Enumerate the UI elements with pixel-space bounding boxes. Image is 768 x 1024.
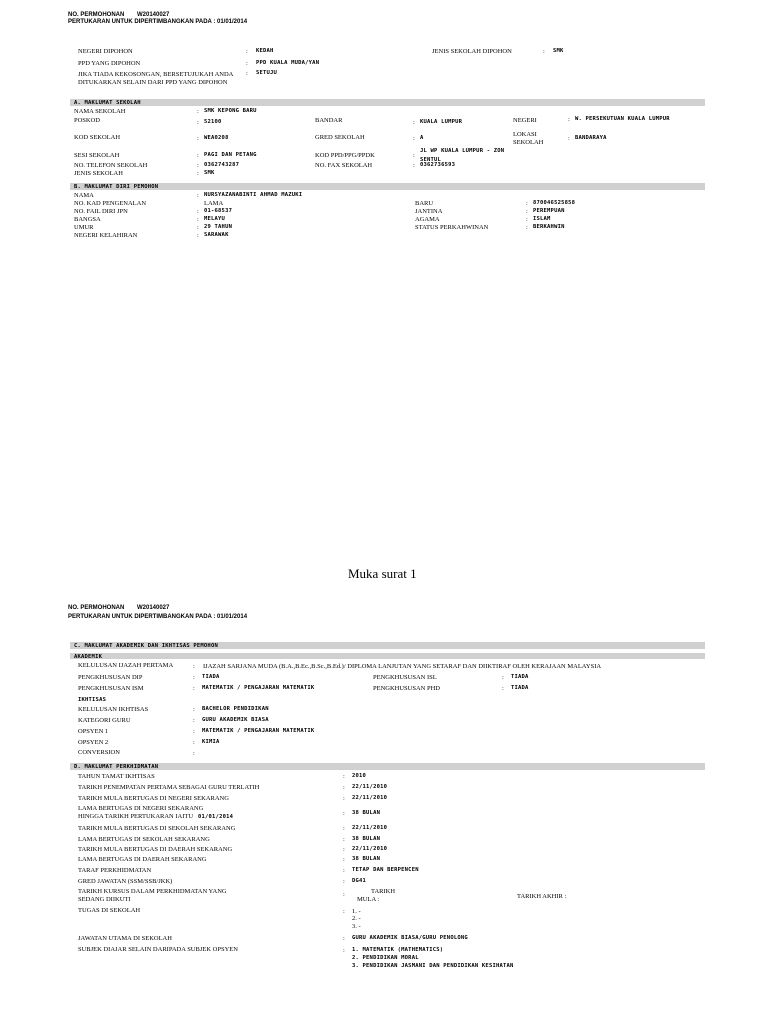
conversion-label: CONVERSION xyxy=(78,749,120,756)
application-number-2: W20140027 xyxy=(137,605,170,611)
agama-label: AGAMA xyxy=(415,216,440,223)
mula-negeri-label: TARIKH MULA BERTUGAS DI NEGERI SEKARANG xyxy=(78,795,229,802)
pengkhususan-isl-label: PENGKHUSUSAN ISL xyxy=(373,674,437,681)
tahun-tamat-ikhtisas-label: TAHUN TAMAT IKHTISAS xyxy=(78,773,155,780)
tarikh-mula-label: TARIKH xyxy=(371,888,396,895)
gred-sekolah-value: A xyxy=(420,135,424,141)
nama-sekolah-label: NAMA SEKOLAH xyxy=(74,108,126,115)
jantina-label: JANTINA xyxy=(415,208,443,215)
jawatan-utama-label: JAWATAN UTAMA DI SEKOLAH xyxy=(78,935,172,942)
tugas-item: 2. - xyxy=(352,915,361,922)
consider-date-label: PERTUKARAN UNTUK DIPERTIMBANGKAN PADA : 01/01/2014 xyxy=(68,19,248,25)
umur-value: 29 TAHUN xyxy=(204,224,233,230)
bangsa-value: MELAYU xyxy=(204,216,226,222)
umur-label: UMUR xyxy=(74,224,94,231)
tugas-item: 3. - xyxy=(352,923,361,930)
bandar-value: KUALA LUMPUR xyxy=(420,119,463,125)
lama-negeri-label: LAMA BERTUGAS DI NEGERI SEKARANG xyxy=(78,805,204,812)
negeri-value: W. PERSEKUTUAN KUALA LUMPUR xyxy=(575,116,670,122)
jenis-sekolah-label: JENIS SEKOLAH xyxy=(74,170,123,177)
page-footer: Muka surat 1 xyxy=(348,566,417,581)
mula-daerah-value: 22/11/2010 xyxy=(352,846,388,852)
hingga-tarikh-label: HINGGA TARIKH PERTUKARAN IAITU xyxy=(78,813,194,820)
penempatan-pertama-value: 22/11/2010 xyxy=(352,784,388,790)
ppd-dipohon-label: PPD YANG DIPOHON xyxy=(78,60,141,67)
status-perkahwinan-label: STATUS PERKAHWINAN xyxy=(415,224,489,231)
section-d-header: D. MAKLUMAT PERKHIDMATAN xyxy=(70,763,705,770)
taraf-perkhidmatan-value: TETAP DAN BERPENCEN xyxy=(352,867,419,873)
jenis-sekolah-value: SMK xyxy=(204,170,215,176)
jantina-value: PEREMPUAN xyxy=(533,208,565,214)
opsyen-2-value: KIMIA xyxy=(202,739,220,745)
mula-daerah-label: TARIKH MULA BERTUGAS DI DAERAH SEKARANG xyxy=(78,846,233,853)
section-a-header: A. MAKLUMAT SEKOLAH xyxy=(70,99,705,106)
fail-jpn-value: 01-68537 xyxy=(204,208,233,214)
pengkhususan-dip-value: TIADA xyxy=(202,674,220,680)
tugas-sekolah-label: TUGAS DI SEKOLAH xyxy=(78,907,141,914)
jenis-sekolah-dipohon-value: SMK xyxy=(553,48,564,54)
kod-ppd-value: JL WP KUALA LUMPUR - ZON SENTUL xyxy=(420,148,505,163)
lama-sekolah-value: 38 BULAN xyxy=(352,836,381,842)
pengkhususan-phd-label: PENGKHUSUSAN PHD xyxy=(373,685,440,692)
lokasi-sekolah-label: LOKASI SEKOLAH xyxy=(513,131,544,146)
section-b-header: B. MAKLUMAT DIRI PEMOHON xyxy=(70,183,705,190)
section-c-header: C. MAKLUMAT AKADEMIK DAN IKHTISAS PEMOHON xyxy=(70,642,705,649)
application-number-label-2: NO. PERMOHONAN xyxy=(68,605,125,611)
ikhtisas-subheader: IKHTISAS xyxy=(78,697,107,703)
fax-sekolah-value: 0362736593 xyxy=(420,162,456,168)
kelulusan-ikhtisas-value: BACHELOR PENDIDIKAN xyxy=(202,706,269,712)
subjek-item: 1. MATEMATIK (MATHEMATICS) xyxy=(352,947,444,953)
lama-sekolah-label: LAMA BERTUGAS DI SEKOLAH SEKARANG xyxy=(78,836,210,843)
mula-sekolah-value: 22/11/2010 xyxy=(352,825,388,831)
akademik-subheader: AKADEMIK xyxy=(70,653,705,659)
kelulusan-ijazah-value: IJAZAH SARJANA MUDA (B.A.,B.Ec.,B.Sc.,B.Ed.)/ DIPLOMA LANJUTAN YANG SETARAF DAN DIIKTIRAF OLEH KERAJAAN MALAYSIA xyxy=(203,663,602,670)
mula-sekolah-label: TARIKH MULA BERTUGAS DI SEKOLAH SEKARANG xyxy=(78,825,236,832)
application-number-label: NO. PERMOHONAN xyxy=(68,12,125,18)
poskod-value: 52100 xyxy=(204,119,222,125)
negeri-kelahiran-value: SARAWAK xyxy=(204,232,229,238)
lokasi-sekolah-value: BANDARAYA xyxy=(575,135,607,141)
opsyen-1-value: MATEMATIK / PENGAJARAN MATEMATIK xyxy=(202,728,315,734)
agama-value: ISLAM xyxy=(533,216,551,222)
kursus-label: TARIKH KURSUS DALAM PERKHIDMATAN YANG xyxy=(78,888,227,895)
kp-lama-label: LAMA xyxy=(204,200,224,207)
opsyen-1-label: OPSYEN 1 xyxy=(78,728,109,735)
ppd-dipohon-value: PPD KUALA MUDA/YAN xyxy=(256,60,320,66)
tahun-tamat-ikhtisas-value: 2010 xyxy=(352,773,367,779)
penempatan-pertama-label: TARIKH PENEMPATAN PERTAMA SEBAGAI GURU TERLATIH xyxy=(78,784,260,791)
pengkhususan-isl-value: TIADA xyxy=(511,674,529,680)
kursus-label-2: SEDANG DIIKUTI xyxy=(78,896,131,903)
lama-negeri-value: 38 BULAN xyxy=(352,810,381,816)
nama-value: NURSYAZANABINTI AHMAD MAZUKI xyxy=(204,192,303,198)
poskod-label: POSKOD xyxy=(74,117,101,124)
bandar-label: BANDAR xyxy=(315,117,343,124)
kad-pengenalan-label: NO. KAD PENGENALAN xyxy=(74,200,147,207)
kategori-guru-value: GURU AKADEMIK BIASA xyxy=(202,717,269,723)
jawatan-utama-value: GURU AKADEMIK BIASA/GURU PENOLONG xyxy=(352,935,468,941)
lama-daerah-label: LAMA BERTUGAS DI DAERAH SEKARANG xyxy=(78,856,207,863)
application-number: W20140027 xyxy=(137,12,170,18)
gred-jawatan-label: GRED JAWATAN (SSM/SSB/JKK) xyxy=(78,878,173,885)
gred-sekolah-label: GRED SEKOLAH xyxy=(315,134,365,141)
kp-baru-label: BARU xyxy=(415,200,434,207)
telefon-sekolah-label: NO. TELEFON SEKOLAH xyxy=(74,162,148,169)
kelulusan-ijazah-label: KELULUSAN IJAZAH PERTAMA xyxy=(78,662,174,669)
nama-label: NAMA xyxy=(74,192,94,199)
subjek-diajar-label: SUBJEK DIAJAR SELAIN DARIPADA SUBJEK OPSYEN xyxy=(78,946,238,953)
fax-sekolah-label: NO. FAX SEKOLAH xyxy=(315,162,373,169)
kod-ppd-label: KOD PPD/PPG/PPDK xyxy=(315,152,375,159)
kod-sekolah-value: WEA0208 xyxy=(204,135,229,141)
kp-baru-value: 870046525858 xyxy=(533,200,576,206)
consider-date-label-2: PERTUKARAN UNTUK DIPERTIMBANGKAN PADA : 01/01/2014 xyxy=(68,614,248,620)
negeri-dipohon-value: KEDAH xyxy=(256,48,274,54)
pengkhususan-ism-label: PENGKHUSUSAN ISM xyxy=(78,685,144,692)
pengkhususan-phd-value: TIADA xyxy=(511,685,529,691)
negeri-dipohon-label: NEGERI DIPOHON xyxy=(78,48,133,55)
nama-sekolah-value: SMK KEPONG BARU xyxy=(204,108,257,114)
tarikh-mula-label-2: MULA : xyxy=(357,896,380,903)
negeri-kelahiran-label: NEGERI KELAHIRAN xyxy=(74,232,138,239)
status-perkahwinan-value: BERKAHWIN xyxy=(533,224,565,230)
pengkhususan-dip-label: PENGKHUSUSAN DIP xyxy=(78,674,143,681)
sesi-sekolah-value: PAGI DAN PETANG xyxy=(204,152,257,158)
tugas-item: 1. - xyxy=(352,908,361,915)
tarikh-akhir-label: TARIKH AKHIR : xyxy=(517,893,567,900)
negeri-label: NEGERI xyxy=(513,117,537,124)
mula-negeri-value: 22/11/2010 xyxy=(352,795,388,801)
setuju-label: JIKA TIADA KEKOSONGAN, BERSETUJUKAH ANDA DITUKARKAN SELAIN DARI PPD YANG DIPOHON xyxy=(78,71,233,86)
hingga-tarikh-value: 01/01/2014 xyxy=(198,814,234,820)
gred-jawatan-value: DG41 xyxy=(352,878,367,884)
taraf-perkhidmatan-label: TARAF PERKHIDMATAN xyxy=(78,867,152,874)
kelulusan-ikhtisas-label: KELULUSAN IKHTISAS xyxy=(78,706,149,713)
subjek-item: 3. PENDIDIKAN JASMANI DAN PENDIDIKAN KESIHATAN xyxy=(352,963,514,969)
lama-daerah-value: 38 BULAN xyxy=(352,856,381,862)
jenis-sekolah-dipohon-label: JENIS SEKOLAH DIPOHON xyxy=(432,48,512,55)
telefon-sekolah-value: 0362743287 xyxy=(204,162,240,168)
pengkhususan-ism-value: MATEMATIK / PENGAJARAN MATEMATIK xyxy=(202,685,315,691)
kod-sekolah-label: KOD SEKOLAH xyxy=(74,134,121,141)
kategori-guru-label: KATEGORI GURU xyxy=(78,717,131,724)
bangsa-label: BANGSA xyxy=(74,216,101,223)
sesi-sekolah-label: SESI SEKOLAH xyxy=(74,152,120,159)
fail-jpn-label: NO. FAIL DIRI JPN xyxy=(74,208,128,215)
opsyen-2-label: OPSYEN 2 xyxy=(78,739,109,746)
setuju-value: SETUJU xyxy=(256,70,278,76)
subjek-item: 2. PENDIDIKAN MORAL xyxy=(352,955,419,961)
